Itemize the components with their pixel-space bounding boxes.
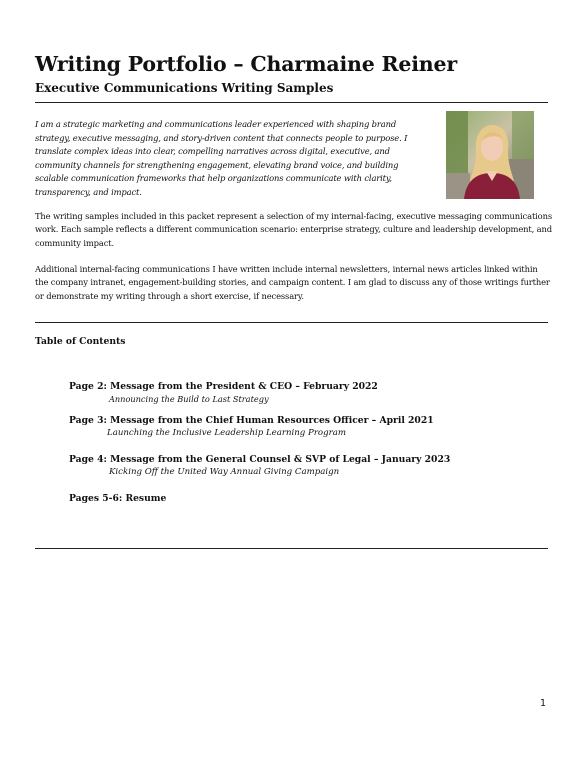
intro-statement: I am a strategic marketing and communications leader experienced with shaping brand strategy, executive messaging, and story-driven content that connects people to purpose. I translate complex ideas into clear, compelling narratives across digital, executive, and community channels for strengthening engagement, elevating brand voice, and building scalable communication frameworks that help organizations communicate with clarity, transparency, and impact. xyxy=(35,119,408,197)
toc-entry-subtitle: Announcing the Build to Last Strategy xyxy=(109,394,269,404)
toc-entry-subtitle: Launching the Inclusive Leadership Learning Program xyxy=(107,428,346,438)
page-title: Writing Portfolio – Charmaine Reiner xyxy=(35,52,457,76)
toc-entry[interactable] xyxy=(69,492,166,505)
toc-entry[interactable] xyxy=(69,380,378,406)
header-divider xyxy=(35,102,548,103)
page-number: 1 xyxy=(540,698,547,709)
section-divider xyxy=(35,322,548,323)
samples-paragraph: The writing samples included in this packet represent a selection of my internal-facing, executive messaging communications work. Each sample reflects a different communication scenario: enterprise strategy, culture and leadership development, and community impact. xyxy=(35,211,552,248)
author-photo xyxy=(446,111,534,199)
toc-entry-subtitle: Kicking Off the United Way Annual Giving Campaign xyxy=(109,467,340,477)
toc-entry[interactable] xyxy=(69,453,450,479)
toc-entry[interactable] xyxy=(69,414,434,440)
additional-work-paragraph: Additional internal-facing communications I have written include internal newsletters, internal news articles linked within the company intranet, engagement-building stories, and campaign content. I am glad to discuss any of those writings further or demonstrate my writing through a short exercise, if necessary. xyxy=(35,264,550,301)
toc-entry-title: Page 2: Message from the President & CEO – February 2022 xyxy=(69,381,378,392)
footer-divider xyxy=(35,548,548,549)
page-subtitle: Executive Communications Writing Samples xyxy=(35,81,334,95)
toc-entry-title: Page 3: Message from the Chief Human Resources Officer – April 2021 xyxy=(69,415,434,426)
toc-entry-title: Page 4: Message from the General Counsel & SVP of Legal – January 2023 xyxy=(69,454,451,465)
toc-heading: Table of Contents xyxy=(35,336,126,347)
toc-entry-title: Pages 5-6: Resume xyxy=(69,493,167,504)
